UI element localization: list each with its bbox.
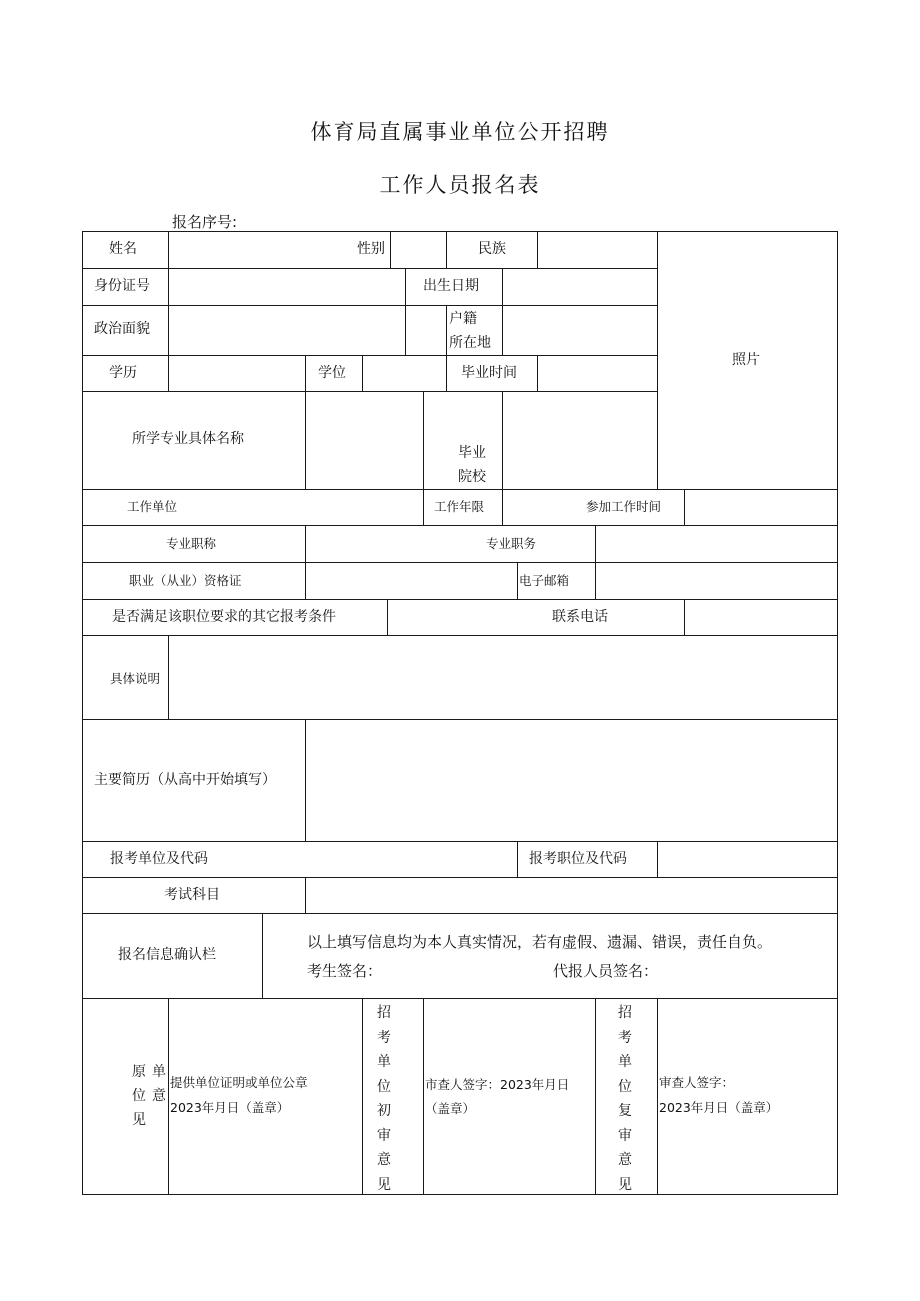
degree-label: 学位 — [318, 365, 346, 381]
apply-position-label: 报考职位及代码 — [529, 851, 627, 867]
political-status-label: 政治面貌 — [94, 321, 150, 337]
work-start-label: 参加工作时间 — [586, 499, 662, 514]
school-label-line1: 毕业 — [458, 445, 486, 461]
employer-label: 工作单位 — [127, 499, 178, 514]
photo-label: 照片 — [732, 352, 760, 368]
household-label-line2: 所在地 — [449, 335, 491, 351]
years-worked-label: 工作年限 — [434, 499, 485, 514]
prof-position-label: 专业职务 — [486, 536, 537, 551]
original-unit-char-1: 原 — [132, 1064, 146, 1080]
birth-date-label: 出生日期 — [423, 278, 479, 294]
original-unit-char-5: 见 — [132, 1112, 146, 1128]
gender-label: 性别 — [357, 241, 385, 257]
confirm-statement: 以上填写信息均为本人真实情况，若有虚假、遗漏、错误，责任自负。 — [307, 933, 773, 951]
original-unit-char-4: 意 — [152, 1088, 166, 1104]
school-label-line2: 院校 — [458, 469, 486, 485]
final-review-vertical-label: 招 考 单 位 复 审 意 见 — [618, 1005, 632, 1193]
qualification-label: 职业（从业）资格证 — [129, 573, 242, 588]
form-title-line2: 工作人员报名表 — [379, 173, 541, 197]
agent-signature-label: 代报人员签名： — [553, 962, 659, 980]
original-unit-text-2: 2023年月日（盖章） — [170, 1100, 290, 1115]
initial-review-vertical-label: 招 考 单 位 初 审 意 见 — [377, 1005, 391, 1193]
exam-subject-label: 考试科目 — [164, 887, 220, 903]
major-label: 所学专业具体名称 — [132, 431, 244, 447]
initial-review-text-1: 市查人签字：2023年月日 — [425, 1077, 570, 1092]
apply-unit-label: 报考单位及代码 — [110, 851, 208, 867]
other-conditions-label: 是否满足该职位要求的其它报考条件 — [112, 609, 336, 625]
household-label-line1: 户籍 — [449, 311, 477, 327]
id-number-label: 身份证号 — [94, 278, 150, 294]
email-label: 电子邮箱 — [519, 573, 570, 588]
initial-review-text-2: （盖章） — [425, 1101, 476, 1116]
prof-title-label: 专业职称 — [166, 536, 217, 551]
form-title-line1: 体育局直属事业单位公开招聘 — [310, 120, 610, 144]
original-unit-char-3: 位 — [132, 1088, 146, 1104]
phone-label: 联系电话 — [552, 609, 608, 625]
education-label: 学历 — [109, 365, 137, 381]
serial-number-label: 报名序号: — [172, 213, 238, 231]
final-review-text-2: 2023年月日（盖章） — [659, 1100, 779, 1115]
graduation-time-label: 毕业时间 — [461, 365, 517, 381]
candidate-signature-label: 考生签名： — [307, 962, 383, 980]
resume-label: 主要简历（从高中开始填写） — [94, 772, 276, 788]
details-label: 具体说明 — [110, 671, 161, 686]
name-label: 姓名 — [109, 241, 137, 257]
ethnicity-label: 民族 — [478, 241, 506, 257]
original-unit-text-1: 提供单位证明或单位公章 — [170, 1075, 308, 1090]
confirm-label: 报名信息确认栏 — [118, 947, 216, 963]
original-unit-char-2: 单 — [152, 1064, 166, 1080]
final-review-text-1: 审查人签字： — [659, 1075, 735, 1090]
